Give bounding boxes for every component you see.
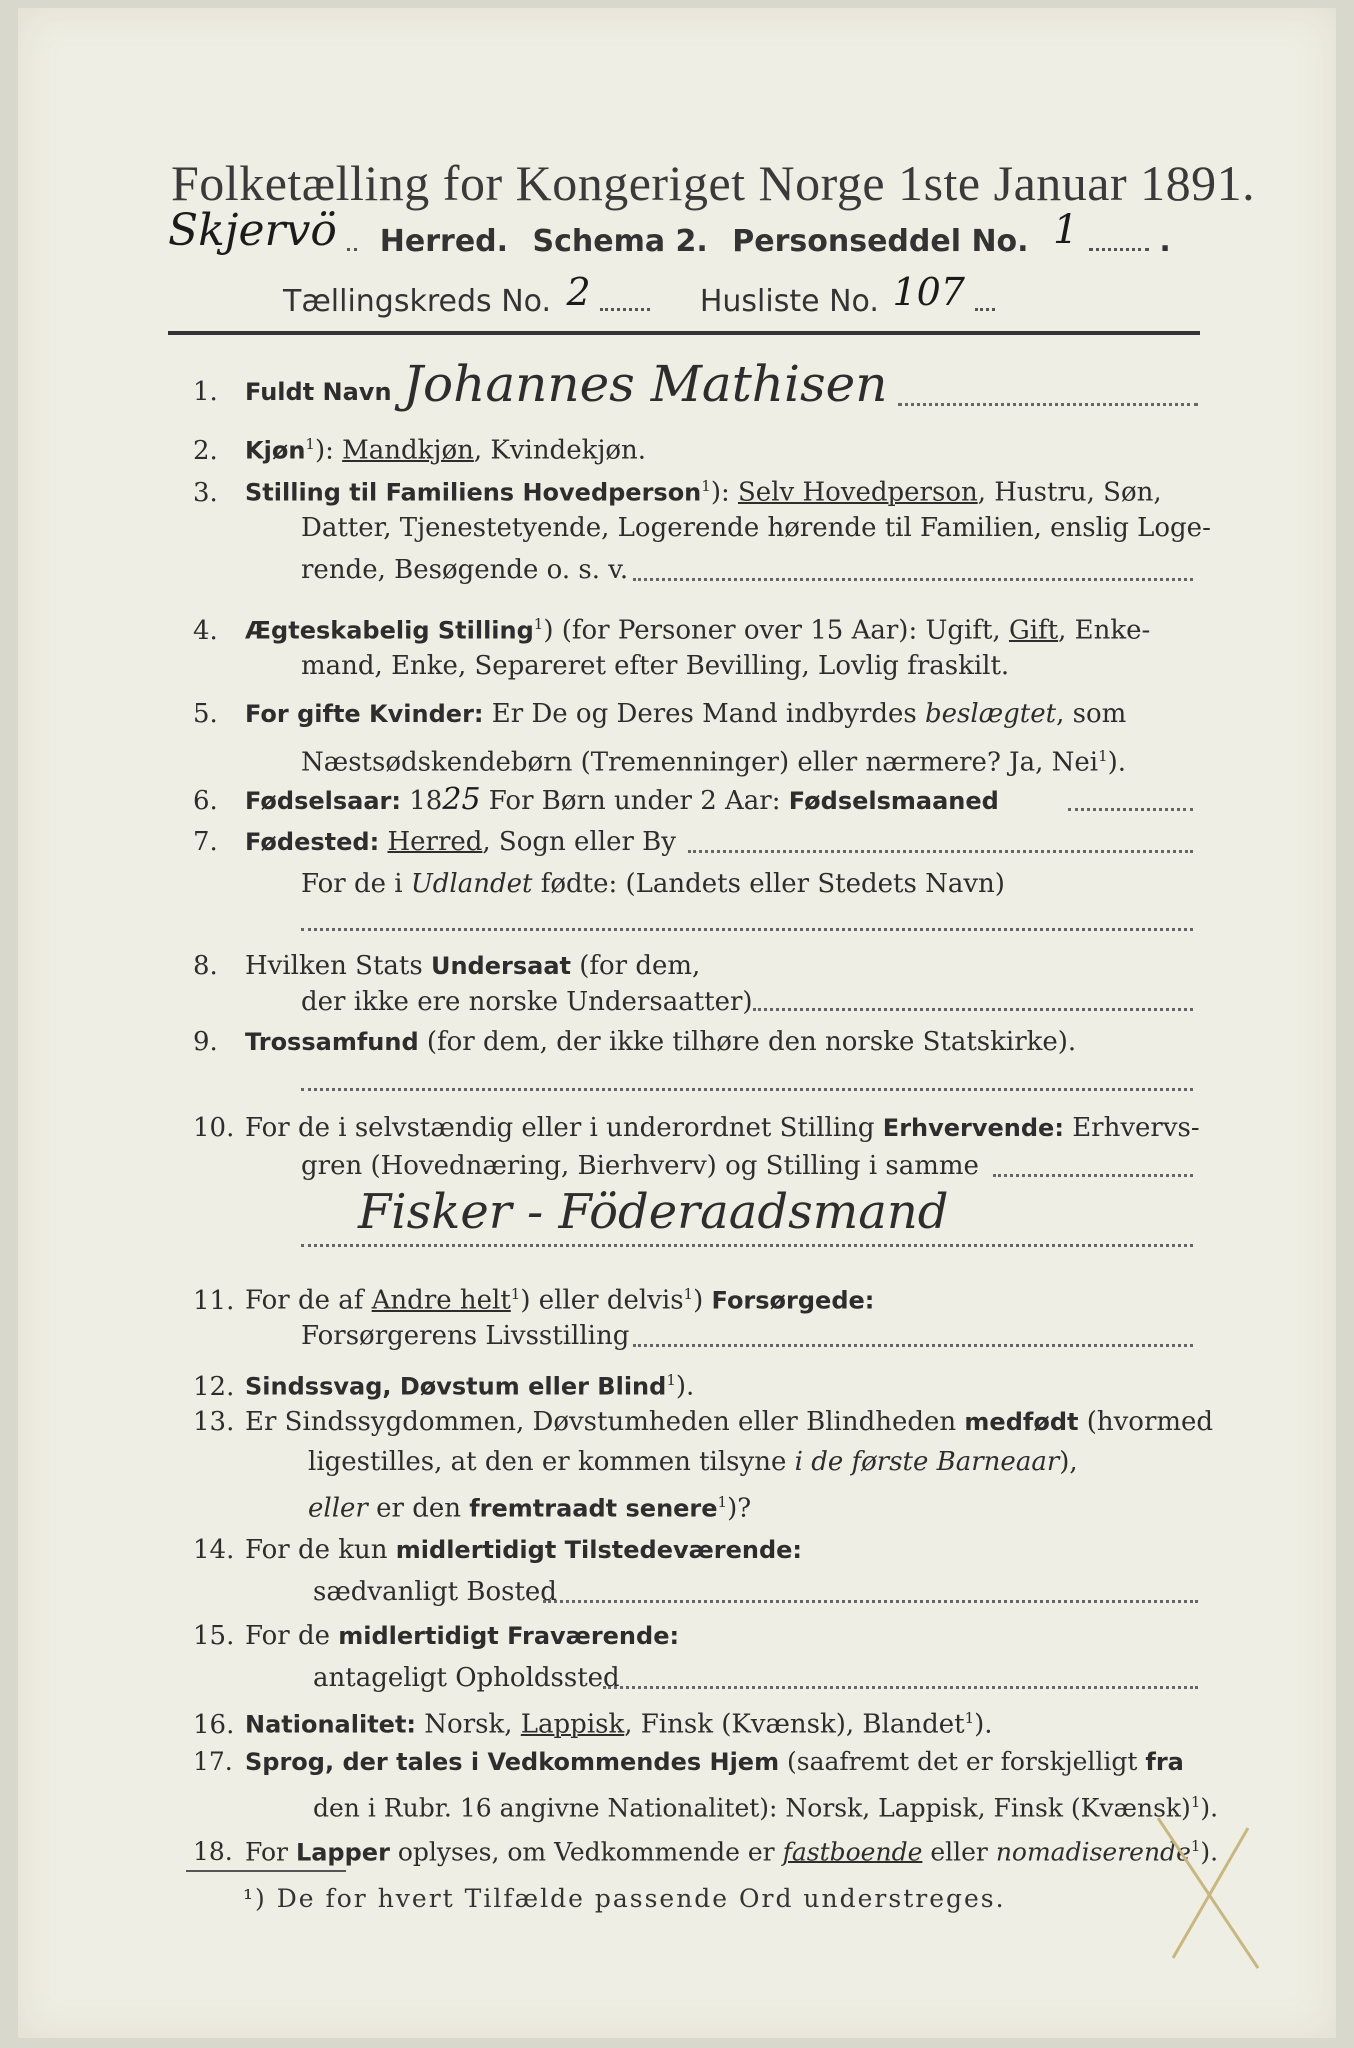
item-text: (hvormed <box>1078 1407 1214 1437</box>
item-label: Stilling til Familiens Hovedperson <box>245 478 702 507</box>
item-number: 11. <box>193 1285 235 1316</box>
dotted-leader <box>301 928 1193 931</box>
item-label: Kjøn <box>245 436 306 465</box>
item-label: Nationalitet: <box>245 1710 417 1739</box>
item-text: ). <box>1200 1793 1219 1823</box>
item-text-italic: beslægtet <box>925 699 1057 729</box>
husliste-value: 107 <box>892 270 965 314</box>
dotted-leader <box>633 578 1193 581</box>
item-5-line2 <box>301 740 1126 779</box>
form-title: Folketælling for Kongeriget Norge 1ste Januar 1891. <box>171 155 1256 211</box>
item-label: Sprog, der tales i Vedkommendes Hjem <box>245 1748 780 1776</box>
item-text: For de i <box>301 869 411 899</box>
item-number: 8. <box>193 951 218 981</box>
dotted-leader <box>1089 248 1149 251</box>
footnote: ¹) De for hvert Tilfælde passende Ord understreges. <box>243 1884 1006 1913</box>
item-text-italic: nomadiserende <box>995 1837 1191 1867</box>
item-text: ). <box>1200 1837 1219 1867</box>
footnote-ref: 1 <box>717 1493 728 1511</box>
herred-label: Herred. <box>379 224 509 259</box>
item-2 <box>193 428 646 467</box>
dotted-leader <box>600 308 650 311</box>
item-11 <box>193 1278 874 1317</box>
item-text: )? <box>727 1493 752 1524</box>
item-text: (saafremt det er forskjelligt <box>779 1747 1146 1776</box>
footnote-ref: 1 <box>510 1285 521 1303</box>
item-13 <box>193 1406 1213 1438</box>
item-text: ). <box>675 1371 695 1402</box>
herred-row <box>168 205 1171 262</box>
dotted-leader <box>753 1008 1193 1011</box>
item-1 <box>193 376 392 408</box>
item-label: medfødt <box>964 1408 1079 1436</box>
item-number: 5. <box>193 699 218 729</box>
item-text: , Finsk (Kvænsk), Blandet <box>624 1709 965 1740</box>
item-text: Er De og Deres Mand indbyrdes <box>483 699 926 729</box>
item-text: For <box>245 1837 296 1867</box>
item-text: den i Rubr. 16 angivne Nationalitet): Norsk, Lappisk, Finsk (Kvænsk) <box>313 1793 1191 1823</box>
option-andre-helt: Andre helt <box>371 1285 511 1316</box>
item-text: ). <box>1107 747 1127 778</box>
item-7-line2 <box>301 868 1005 900</box>
item-text: oplyses, om Vedkommende er <box>389 1837 783 1867</box>
item-13-line3 <box>308 1486 751 1525</box>
dotted-leader <box>603 1686 1198 1689</box>
dotted-leader <box>633 1344 1193 1347</box>
dotted-leader <box>993 1174 1193 1177</box>
item-label: fra <box>1145 1748 1184 1776</box>
occupation-value: Fisker - Föderaadsmand <box>358 1184 949 1240</box>
item-number: 1. <box>193 377 218 407</box>
item-text: (for dem, der ikke tilhøre den norske Statskirke). <box>418 1027 1077 1057</box>
period: . <box>1159 224 1171 259</box>
item-7 <box>193 826 676 858</box>
dotted-leader <box>898 403 1198 406</box>
item-label: midlertidigt Tilstedeværende: <box>395 1536 803 1564</box>
footnote-ref: 1 <box>964 1709 975 1727</box>
item-4-line2: mand, Enke, Separeret efter Bevilling, Lovlig fraskilt. <box>301 651 1010 681</box>
header-rule <box>168 331 1200 335</box>
footnote-ref: 1 <box>1190 1793 1201 1811</box>
item-number: 10. <box>193 1113 235 1143</box>
dotted-leader <box>301 1088 1193 1091</box>
item-text: For de kun <box>245 1535 396 1565</box>
item-number: 6. <box>193 786 218 816</box>
item-text: Hvilken Stats <box>245 951 431 981</box>
item-label: Undersaat <box>430 952 571 980</box>
personseddel-value: 1 <box>1053 207 1079 253</box>
dotted-leader <box>543 1600 1198 1603</box>
item-number: 4. <box>193 615 218 646</box>
item-text: Erhvervs- <box>1063 1113 1200 1143</box>
item-label: Fødselsmaaned <box>788 787 999 815</box>
footnote-ref: 1 <box>305 435 315 453</box>
item-number: 7. <box>193 827 218 857</box>
footnote-rule <box>186 1870 346 1872</box>
item-text: ): <box>710 477 738 508</box>
item-label: Ægteskabelig Stilling <box>245 616 534 645</box>
item-number: 2. <box>193 435 218 466</box>
item-label: Forsørgede: <box>711 1286 875 1315</box>
dotted-leader <box>975 308 995 311</box>
item-text-italic: Udlandet <box>410 869 533 899</box>
item-label: Fuldt Navn <box>245 378 392 406</box>
item-12 <box>193 1364 694 1403</box>
item-text: Er Sindssygdommen, Døvstumheden eller Blindheden <box>245 1407 965 1437</box>
item-text: ): <box>314 435 343 466</box>
item-text: For de af <box>245 1285 372 1316</box>
item-text: (for dem, <box>570 951 701 981</box>
item-text: fødte: (Landets eller Stedets Navn) <box>532 869 1005 899</box>
item-text: ) eller delvis <box>520 1285 684 1316</box>
schema-label: Schema 2. <box>532 224 708 259</box>
item-text: Næstsødskendebørn (Tremenninger) eller nærmere? Ja, Nei <box>301 747 1099 778</box>
item-13-line2 <box>308 1446 1078 1478</box>
item-11-line2: Forsørgerens Livsstilling <box>301 1321 630 1351</box>
item-label: Erhvervende: <box>882 1114 1064 1142</box>
item-number: 14. <box>193 1535 235 1565</box>
option-gift: Gift <box>1008 615 1059 646</box>
item-16 <box>193 1702 993 1741</box>
item-number: 18. <box>193 1837 233 1867</box>
item-3 <box>193 470 1162 509</box>
item-label: Trossamfund <box>245 1028 419 1056</box>
item-text: ) <box>693 1285 712 1316</box>
item-14-line2: sædvanligt Bosted <box>313 1577 557 1607</box>
item-number: 12. <box>193 1371 235 1402</box>
dotted-leader <box>1068 808 1193 811</box>
option-fastboende: fastboende <box>782 1837 923 1867</box>
item-text: , Sogn eller By <box>482 827 676 857</box>
item-text: , Kvindekjøn. <box>473 435 647 466</box>
census-form <box>18 8 1336 2038</box>
item-3-line2: Datter, Tjenestetyende, Logerende hørende til Familien, enslig Loge- <box>301 513 1211 543</box>
item-17-line2 <box>313 1786 1218 1824</box>
item-number: 16. <box>193 1709 235 1740</box>
item-label: Fødested: <box>245 828 380 856</box>
footnote-ref: 1 <box>533 615 544 633</box>
item-8-line2: der ikke ere norske Undersaatter) <box>301 987 753 1017</box>
item-18 <box>193 1830 1218 1868</box>
option-selv-hovedperson: Selv Hovedperson <box>738 477 978 508</box>
item-text: For Børn under 2 Aar: <box>480 786 789 816</box>
husliste-label: Husliste No. <box>699 284 879 319</box>
item-text: , som <box>1056 699 1127 729</box>
taellingskreds-label: Tællingskreds No. <box>283 284 551 319</box>
footnote-ref: 1 <box>666 1371 676 1389</box>
item-text: , Hustru, Søn, <box>977 477 1162 508</box>
item-10-line2: gren (Hovednæring, Bierhverv) og Stilling i samme <box>301 1151 979 1181</box>
taellingskreds-value: 2 <box>566 270 591 314</box>
item-label: Fødselsaar: <box>245 787 401 815</box>
option-lappisk: Lappisk <box>520 1709 625 1740</box>
item-text: For de <box>245 1621 339 1651</box>
item-10 <box>193 1112 1200 1144</box>
item-number: 15. <box>193 1621 235 1651</box>
item-9 <box>193 1026 1076 1058</box>
kreds-row <box>283 270 995 320</box>
item-5 <box>193 698 1126 730</box>
item-label: For gifte Kvinder: <box>245 700 484 728</box>
personseddel-label: Personseddel No. <box>732 224 1029 259</box>
pencil-cross-mark <box>1148 1808 1278 1978</box>
item-number: 13. <box>193 1407 235 1437</box>
item-label: fremtraadt senere <box>469 1494 718 1523</box>
item-6 <box>193 784 999 817</box>
herred-value: Skjervö <box>168 205 337 256</box>
item-text-italic: eller <box>308 1493 368 1524</box>
item-4 <box>193 608 1150 647</box>
footnote-ref: 1 <box>1190 1837 1201 1855</box>
footnote-ref: 1 <box>683 1285 694 1303</box>
footnote-ref: 1 <box>701 477 711 495</box>
dotted-leader <box>347 248 357 251</box>
item-8 <box>193 950 700 982</box>
item-text: ligestilles, at den er kommen tilsyne <box>308 1447 795 1477</box>
item-text: er den <box>367 1493 470 1524</box>
item-text: ), <box>1059 1447 1078 1477</box>
item-text: eller <box>922 1837 996 1867</box>
footnote-ref: 1 <box>1098 747 1108 765</box>
item-label: Sindssvag, Døvstum eller Blind <box>245 1372 667 1401</box>
item-label: Lapper <box>295 1838 390 1867</box>
item-text: ) (for Personer over 15 Aar): Ugift, <box>543 615 1009 646</box>
item-text: For de i selvstændig eller i underordnet Stilling <box>245 1113 883 1143</box>
dotted-leader <box>301 1244 1193 1247</box>
item-15 <box>193 1620 679 1652</box>
item-text-italic: i de første Barneaar <box>794 1447 1060 1477</box>
item-number: 3. <box>193 477 218 508</box>
dotted-leader <box>688 850 1193 853</box>
item-number: 9. <box>193 1027 218 1057</box>
item-3-line3: rende, Besøgende o. s. v. <box>301 555 629 585</box>
full-name-value: Johannes Mathisen <box>403 355 888 413</box>
item-14 <box>193 1534 802 1566</box>
item-text: Norsk, <box>416 1709 521 1740</box>
item-text: , Enke- <box>1058 615 1151 646</box>
item-17 <box>193 1746 1184 1778</box>
option-mandkjon: Mandkjøn <box>342 435 474 466</box>
item-text: 18 <box>401 786 443 816</box>
item-text: ). <box>974 1709 993 1740</box>
item-number: 17. <box>193 1747 233 1776</box>
item-label: midlertidigt Fraværende: <box>338 1622 680 1650</box>
birth-year-value: 25 <box>442 782 481 817</box>
option-herred: Herred <box>387 827 483 857</box>
item-15-line2: antageligt Opholdssted <box>313 1663 620 1693</box>
